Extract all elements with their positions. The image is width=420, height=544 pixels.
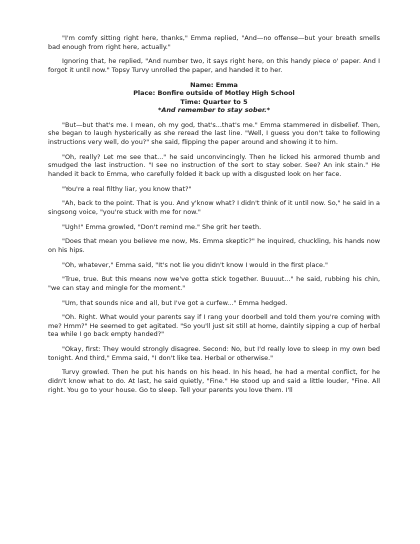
paragraph: "You're a real filthy liar, you know that?" <box>62 184 192 193</box>
note-place: Place: Bonfire outside of Motley High School <box>133 89 295 98</box>
paragraph: "True, true. But this means now we've gotta stick together. Buuuut..." he said, rubbing his chin, "we can stay and mingle for the moment." <box>48 275 380 292</box>
paragraph: "Ugh!" Emma growled, "Don't remind me." She grit her teeth. <box>62 222 262 231</box>
paragraph: "Oh, really? Let me see that..." he said unconvincingly. Then he licked his armored thumb and smudged the last instruction. "I see no instruction of the sort to stay sober. See? An ink stain." He handed it back to Emma, who carefully folded it back up with a disgusted look on her face. <box>48 152 380 178</box>
paragraph: "Does that mean you believe me now, Ms. Emma skeptic?" he inquired, chuckling, his hands now on his hips. <box>48 237 380 254</box>
note-time: Time: Quarter to 5 <box>180 97 248 106</box>
paragraph: "Oh. Right. What would your parents say if I rang your doorbell and told them you're coming with me? Hmm?" He seemed to get agitated. "So you'll just sit still at home, daintily sipping a cup of herbal tea while I go back empty handed?" <box>48 313 380 339</box>
paragraph: "Oh, whatever," Emma said, "It's not lie you didn't know I would in the first place." <box>62 260 328 269</box>
paragraph: "Ah, back to the point. That is you. And y'know what? I didn't think of it until now. So," he said in a singsong voice, "you're stuck with me for now." <box>48 199 380 216</box>
paragraph: Turvy growled. Then he put his hands on his head. In his head, he had a mental conflict, for he didn't know what to do. At last, he said quietly, "Fine." He stood up and said a little louder, "Fine. All right. You go to your house. Go to sleep. Tell your parents you love them. I'll <box>48 368 380 394</box>
paragraph: "Um, that sounds nice and all, but I've got a curfew..." Emma hedged. <box>62 298 288 307</box>
note-remember: *And remember to stay sober.* <box>157 106 271 115</box>
paragraph: Ignoring that, he replied, "And number two, it says right here, on this handy piece o' paper. And I forgot it until now." Topsy Turvy unrolled the paper, and handed it to her. <box>48 57 380 74</box>
paragraph: "I'm comfy sitting right here, thanks," Emma replied, "And—no offense—but your breath smells bad enough from right here, actually." <box>48 34 380 51</box>
note-name: Name: Emma <box>190 80 238 89</box>
paragraph: "Okay, first: They would strongly disagree. Second: No, but I'd really love to sleep in my own bed tonight. And third," Emma said, "I don't like tea. Herbal or otherwise." <box>48 345 380 362</box>
paragraph: "But—but that's me. I mean, oh my god, that's...that's me." Emma stammered in disbelief. Then, she began to laugh hysterically as she reread the last line. "Well, I guess you don't take to following instructions very well, do you?" she said, flipping the paper around and showing it to him. <box>48 120 380 147</box>
